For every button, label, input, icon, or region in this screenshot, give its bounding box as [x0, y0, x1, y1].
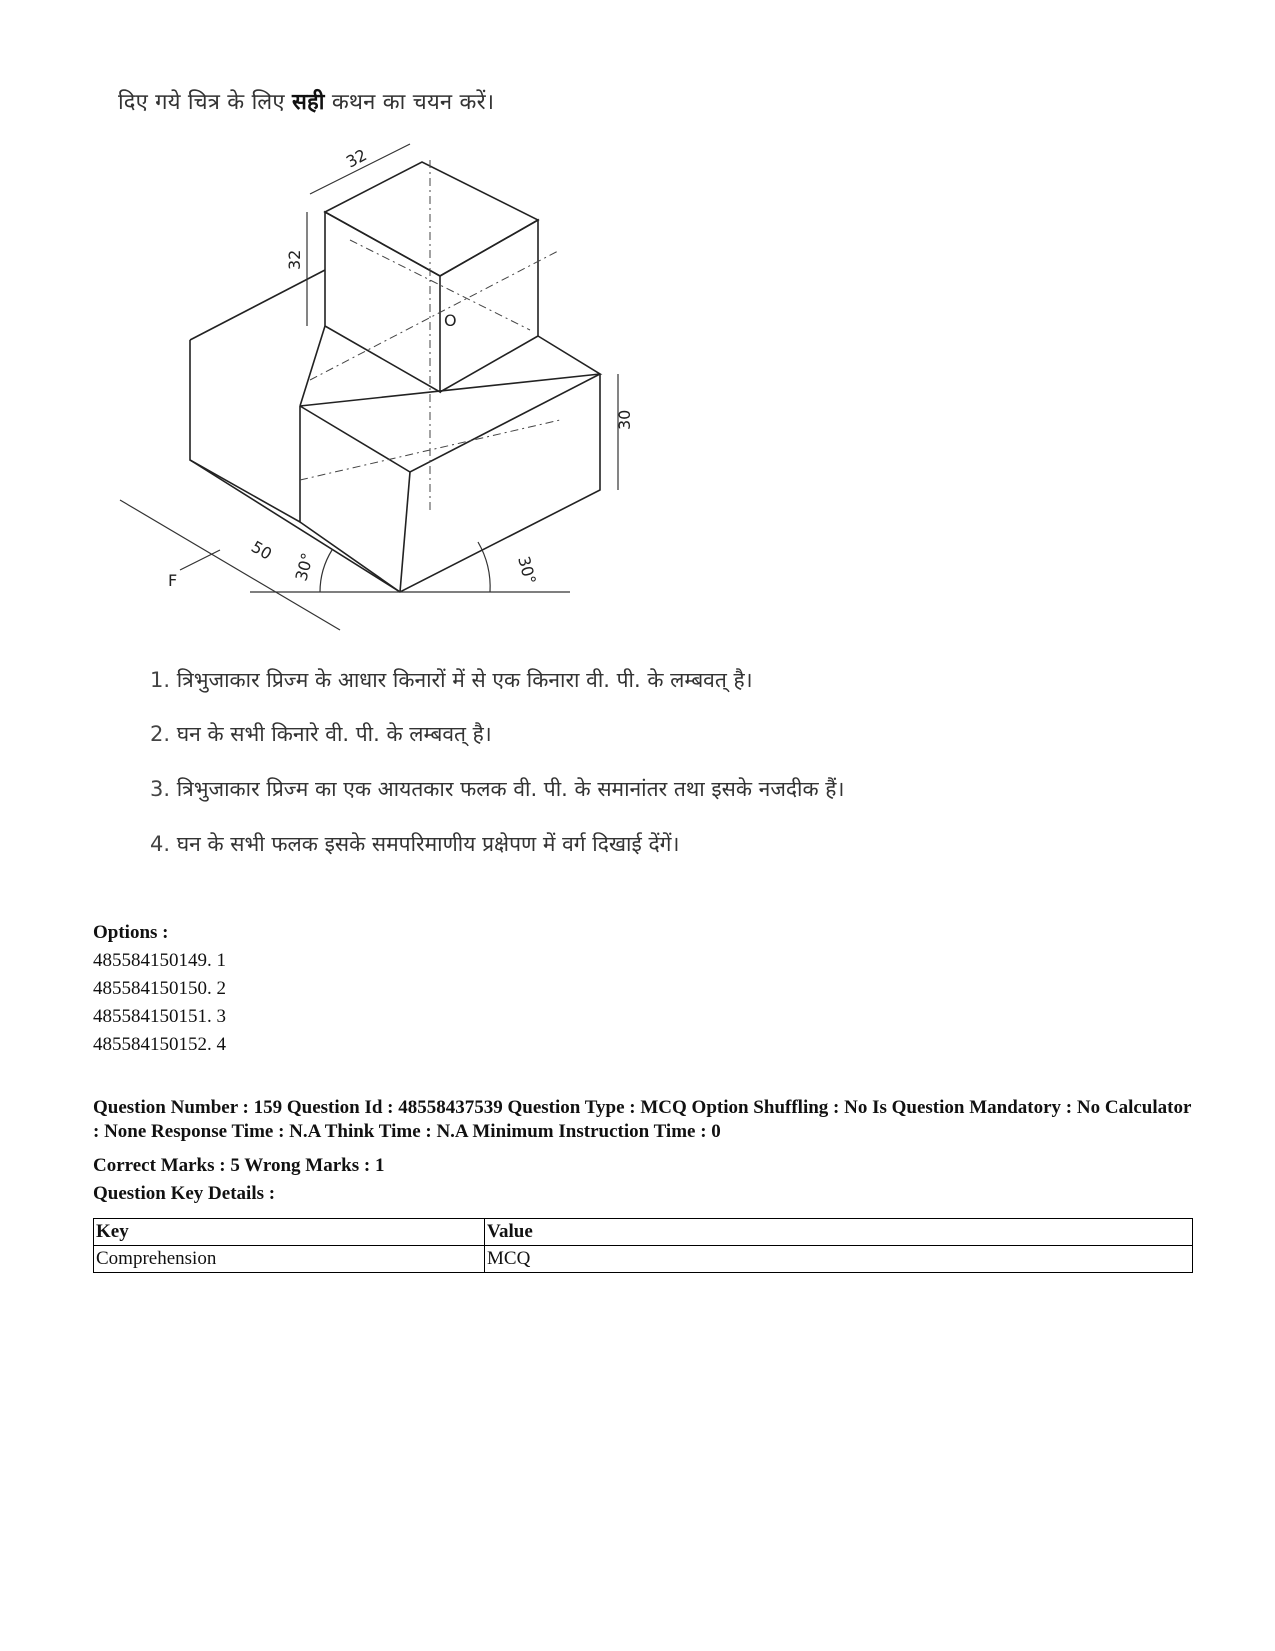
prism-slant-left	[300, 326, 325, 406]
prism-inner-edge	[400, 472, 410, 592]
prism-right-top	[300, 336, 600, 406]
isometric-figure	[110, 130, 670, 730]
table-row	[94, 1246, 1193, 1273]
label-front: F	[168, 571, 178, 590]
cube-left-face	[325, 212, 440, 392]
label-center: O	[444, 311, 457, 330]
cube-right-face	[440, 220, 538, 392]
center-line-3	[310, 250, 560, 380]
cube-top-face	[325, 162, 538, 276]
option-2[interactable]: 485584150150. 2	[93, 978, 226, 999]
label-dim-bottom: 50	[248, 537, 276, 564]
prompt-text-end: कथन का चयन करें।	[331, 90, 495, 115]
prism-right-face	[300, 374, 600, 592]
label-angle-left: 30°	[291, 550, 318, 584]
marks-info: Correct Marks : 5 Wrong Marks : 1	[93, 1155, 385, 1176]
prompt-emphasis: सही	[291, 90, 325, 115]
prism-slant-mid	[300, 374, 600, 472]
table-header-row	[94, 1219, 1193, 1246]
key-details-table	[93, 1218, 1193, 1273]
angle-arc-left	[320, 550, 332, 592]
question-metadata: Question Number : 159 Question Id : 48558437539 Question Type : MCQ Option Shuffling : No Is Question Mandatory : No Calculator : None Response Time : N.A Think Time : N.A Minimum Instruction Time : 0	[93, 1097, 1192, 1142]
question-prompt	[118, 86, 494, 116]
label-dim-top: 32	[342, 145, 370, 172]
label-angle-right: 30°	[514, 554, 540, 587]
prism-top-edge	[190, 270, 325, 340]
key-details-heading: Question Key Details :	[93, 1183, 276, 1204]
header-key: Key	[94, 1219, 485, 1246]
option-1[interactable]: 485584150149. 1	[93, 950, 226, 971]
option-4[interactable]: 485584150152. 4	[93, 1034, 226, 1055]
question-image	[100, 70, 980, 910]
prompt-text-start: दिए गये चित्र के लिए	[118, 90, 285, 115]
front-arrow	[180, 550, 220, 570]
statement-1: 1. त्रिभुजाकार प्रिज्म के आधार किनारों में से एक किनारा वी. पी. के लम्बवत् है।	[150, 668, 753, 692]
label-dim-left: 32	[285, 249, 304, 270]
statement-4: 4. घन के सभी फलक इसके समपरिमाणीय प्रक्षेपण में वर्ग दिखाई देंगें।	[150, 832, 680, 856]
statement-2: 2. घन के सभी किनारे वी. पी. के लम्बवत् है।	[150, 722, 492, 746]
label-dim-right: 30	[615, 409, 634, 430]
cell-value: MCQ	[485, 1246, 1193, 1273]
statement-3: 3. त्रिभुजाकार प्रिज्म का एक आयतकार फलक वी. पी. के समानांतर तथा इसके नजदीक हैं।	[150, 777, 845, 801]
cell-key: Comprehension	[94, 1246, 485, 1273]
header-value: Value	[485, 1219, 1193, 1246]
option-3[interactable]: 485584150151. 3	[93, 1006, 226, 1027]
options-title: Options :	[93, 922, 169, 943]
